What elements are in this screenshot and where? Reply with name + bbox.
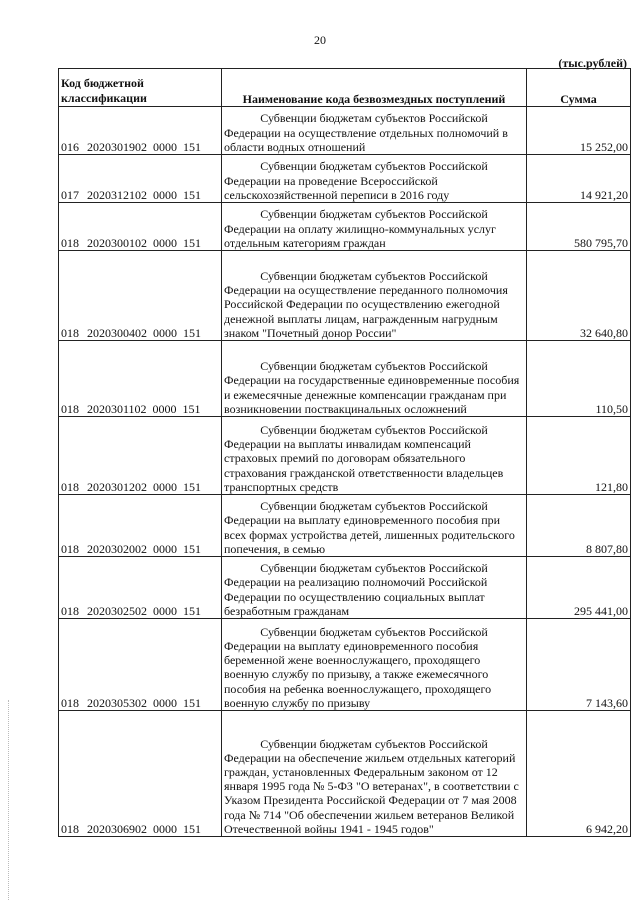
revenue-name-rest: Федерации на проведение Всероссийской сельскохозяйственной переписи в 2016 году xyxy=(224,173,450,202)
revenue-name-first-line: Субвенции бюджетам субъектов Российской xyxy=(260,359,488,374)
revenue-name-first-line: Субвенции бюджетам субъектов Российской xyxy=(260,159,488,174)
admin-code: 018 xyxy=(61,235,79,250)
budget-code-cell xyxy=(59,711,222,837)
revenue-name-cell xyxy=(222,417,527,495)
amount-cell: 121,80 xyxy=(527,417,631,495)
revenue-name-first-line: Субвенции бюджетам субъектов Российской xyxy=(260,207,488,222)
budget-code-cell xyxy=(59,495,222,557)
revenue-name-rest: Федерации на осуществление переданного полномочия Российской Федерации по осуществлению ежегодной денежной выплаты лицам, награжденным нагрудным знаком "Почетный донор России" xyxy=(224,283,508,340)
revenue-name-rest: Федерации на государственные единовременные пособия и ежемесячные денежные компенсации гражданам при возникновении поствакцинальных осложнений xyxy=(224,373,520,416)
revenue-name-first-line: Субвенции бюджетам субъектов Российской xyxy=(260,561,488,576)
revenue-name-cell xyxy=(222,203,527,251)
amount-cell: 6 942,20 xyxy=(527,711,631,837)
revenue-name-cell xyxy=(222,107,527,155)
table-row xyxy=(59,557,631,619)
revenue-name-cell xyxy=(222,495,527,557)
classification-code: 2020302002 0000 151 xyxy=(87,541,201,556)
classification-code: 2020302502 0000 151 xyxy=(87,603,201,618)
classification-code: 2020300102 0000 151 xyxy=(87,235,201,250)
page-number: 20 xyxy=(314,33,326,47)
margin-marks xyxy=(8,700,11,900)
table-row xyxy=(59,341,631,417)
amount-cell: 14 921,20 xyxy=(527,155,631,203)
admin-code: 018 xyxy=(61,401,79,416)
table-header-row xyxy=(59,69,631,107)
revenue-name-cell xyxy=(222,251,527,341)
amount-cell: 295 441,00 xyxy=(527,557,631,619)
revenue-name-first-line: Субвенции бюджетам субъектов Российской xyxy=(260,736,488,751)
table-row xyxy=(59,155,631,203)
budget-code-cell xyxy=(59,155,222,203)
revenue-name-cell xyxy=(222,619,527,711)
admin-code: 018 xyxy=(61,325,79,340)
classification-code: 2020312102 0000 151 xyxy=(87,187,201,202)
amount-cell: 7 143,60 xyxy=(527,619,631,711)
header-code: Код бюджетной классификации xyxy=(59,69,222,107)
admin-code: 017 xyxy=(61,187,79,202)
admin-code: 018 xyxy=(61,695,79,710)
revenue-name-first-line: Субвенции бюджетам субъектов Российской xyxy=(260,111,488,126)
units-label: (тыс.рублей) xyxy=(558,56,627,70)
budget-code-cell xyxy=(59,341,222,417)
revenue-name-cell xyxy=(222,711,527,837)
amount-cell: 32 640,80 xyxy=(527,251,631,341)
admin-code: 016 xyxy=(61,139,79,154)
table-row xyxy=(59,417,631,495)
table-row xyxy=(59,619,631,711)
classification-code: 2020306902 0000 151 xyxy=(87,821,201,836)
admin-code: 018 xyxy=(61,541,79,556)
classification-code: 2020305302 0000 151 xyxy=(87,695,201,710)
revenue-name-rest: Федерации на осуществление отдельных полномочий в области водных отношений xyxy=(224,125,508,154)
budget-table xyxy=(58,68,631,837)
budget-code-cell xyxy=(59,107,222,155)
admin-code: 018 xyxy=(61,479,79,494)
revenue-name-first-line: Субвенции бюджетам субъектов Российской xyxy=(260,268,488,283)
budget-code-cell xyxy=(59,557,222,619)
revenue-name-first-line: Субвенции бюджетам субъектов Российской xyxy=(260,499,488,514)
budget-code-cell xyxy=(59,417,222,495)
amount-cell: 15 252,00 xyxy=(527,107,631,155)
table-row xyxy=(59,203,631,251)
revenue-name-first-line: Субвенции бюджетам субъектов Российской xyxy=(260,624,488,639)
revenue-name-rest: Федерации на обеспечение жильем отдельных категорий граждан, установленных Федеральным законом от 12 января 1995 года № 5-ФЗ "О ветеранах", в соответствии с Указом Президента Российской Федерации от 7 мая 2008 года № 714 "Об обеспечении жильем ветеранов Великой Отечественной войны 1941 - 1945 годов" xyxy=(224,750,519,836)
budget-code-cell xyxy=(59,203,222,251)
revenue-name-rest: Федерации на выплаты инвалидам компенсаций страховых премий по договорам обязательного страхования гражданской ответственности владельцев транспортных средств xyxy=(224,437,504,494)
classification-code: 2020301902 0000 151 xyxy=(87,139,201,154)
budget-code-cell xyxy=(59,251,222,341)
header-name: Наименование кода безвозмездных поступлений xyxy=(222,69,527,107)
revenue-name-cell xyxy=(222,557,527,619)
revenue-name-rest: Федерации на выплату единовременного пособия беременной жене военнослужащего, проходящего военную службу по призыву, а также ежемесячного пособия на ребенка военнослужащего, проходящего военную службу по призыву xyxy=(224,638,492,710)
table-row xyxy=(59,495,631,557)
classification-code: 2020300402 0000 151 xyxy=(87,325,201,340)
revenue-name-rest: Федерации на выплату единовременного пособия при всех формах устройства детей, лишенных родительского попечения, в семью xyxy=(224,513,515,556)
classification-code: 2020301202 0000 151 xyxy=(87,479,201,494)
budget-code-cell xyxy=(59,619,222,711)
table-row xyxy=(59,251,631,341)
classification-code: 2020301102 0000 151 xyxy=(87,401,201,416)
revenue-name-cell xyxy=(222,155,527,203)
table-body xyxy=(59,107,631,837)
revenue-name-first-line: Субвенции бюджетам субъектов Российской xyxy=(260,422,488,437)
admin-code: 018 xyxy=(61,821,79,836)
revenue-name-rest: Федерации на реализацию полномочий Российской Федерации по осуществлению социальных выплат безработным гражданам xyxy=(224,575,488,618)
amount-cell: 110,50 xyxy=(527,341,631,417)
amount-cell: 580 795,70 xyxy=(527,203,631,251)
header-sum: Сумма xyxy=(527,69,631,107)
revenue-name-cell xyxy=(222,341,527,417)
amount-cell: 8 807,80 xyxy=(527,495,631,557)
admin-code: 018 xyxy=(61,603,79,618)
revenue-name-rest: Федерации на оплату жилищно-коммунальных услуг отдельным категориям граждан xyxy=(224,221,496,250)
table-row xyxy=(59,107,631,155)
table-row xyxy=(59,711,631,837)
